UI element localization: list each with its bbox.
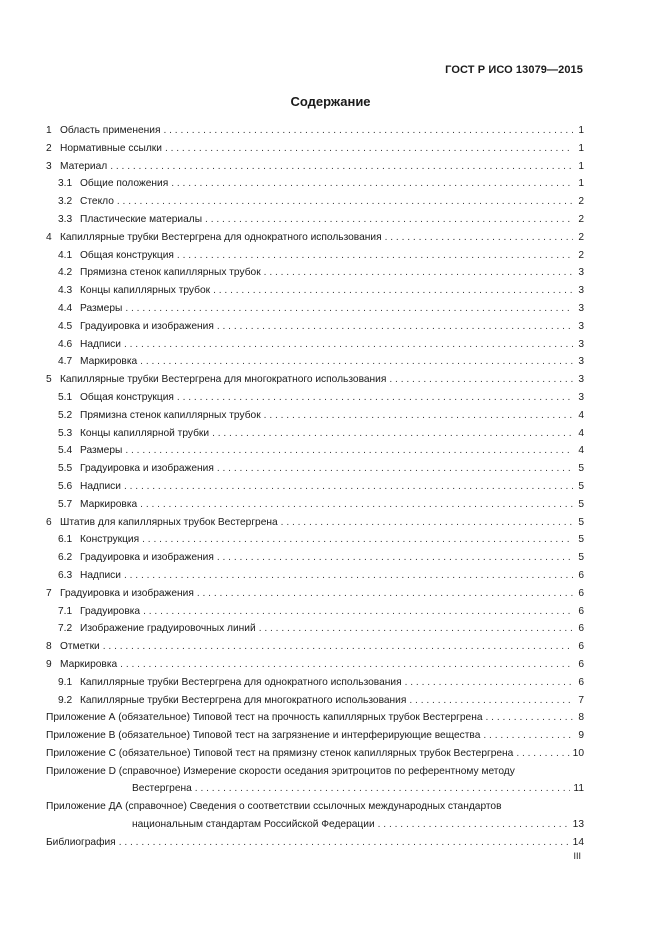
toc-title-continuation: национальным стандартам Российской Федерации [132, 819, 375, 831]
toc-row [46, 638, 584, 656]
toc-title: Приложение А (обязательное) Типовой тест на прочность капиллярных трубок Вестергрена [46, 712, 483, 724]
toc-page-number: 2 [578, 196, 584, 208]
toc-page-number: 3 [578, 374, 584, 386]
dot-leader [389, 371, 573, 389]
toc-page-number: 3 [578, 391, 584, 403]
toc-row [46, 709, 584, 727]
toc-number: 2 [46, 142, 52, 154]
toc-page-number: 3 [578, 302, 584, 314]
toc-title: Надписи [80, 338, 121, 350]
toc-entry[interactable] [46, 460, 584, 478]
toc-number: 9.1 [58, 676, 73, 688]
toc-title: Библиография [46, 836, 116, 848]
toc-number: 4.4 [58, 302, 73, 314]
toc-row [46, 407, 584, 425]
toc-entry[interactable] [46, 229, 584, 247]
toc-entry[interactable] [46, 318, 584, 336]
toc-row [46, 282, 584, 300]
toc-title: Надписи [80, 569, 121, 581]
toc-number: 8 [46, 641, 52, 653]
dot-leader [217, 460, 573, 478]
toc-title: Стекло [80, 196, 114, 208]
toc-entry[interactable] [46, 709, 584, 727]
toc-page-number: 5 [578, 516, 584, 528]
toc-number: 3.1 [58, 178, 73, 190]
toc-entry[interactable] [46, 620, 584, 638]
toc-title: Приложение ДА (справочное) Сведения о соответствии ссылочных международных стандартов [46, 801, 502, 813]
toc-page-number: 2 [578, 249, 584, 261]
toc-title: Размеры [80, 302, 123, 314]
dot-leader [125, 442, 573, 460]
toc-number: 5.2 [58, 409, 73, 421]
page-title: Содержание [290, 94, 371, 109]
dot-leader [205, 211, 573, 229]
toc-entry[interactable] [46, 496, 584, 514]
toc-entry[interactable] [46, 798, 584, 834]
toc-number: 6.1 [58, 534, 73, 546]
toc-row [46, 798, 584, 816]
toc-row [46, 531, 584, 549]
toc-entry[interactable] [46, 353, 584, 371]
dot-leader [259, 620, 573, 638]
toc-title: Прямизна стенок капиллярных трубок [80, 409, 261, 421]
dot-leader [405, 674, 573, 692]
toc-page-number: 3 [578, 267, 584, 279]
dot-leader [142, 531, 573, 549]
toc-page-number: 8 [578, 712, 584, 724]
toc-title: Градуировка [80, 605, 141, 617]
toc-row [46, 122, 584, 140]
toc-page-number: 13 [572, 819, 584, 831]
dot-leader [165, 140, 573, 158]
dot-leader [378, 816, 570, 834]
toc-row [46, 247, 584, 265]
dot-leader [486, 709, 574, 727]
toc-page-number: 6 [578, 623, 584, 635]
dot-leader [119, 834, 570, 852]
toc-row [46, 264, 584, 282]
toc-entry[interactable] [46, 211, 584, 229]
toc-row [46, 549, 584, 567]
toc-entry[interactable] [46, 727, 584, 745]
toc-row [46, 585, 584, 603]
toc-entry[interactable] [46, 122, 584, 140]
toc-title: Штатив для капиллярных трубок Вестергрена [60, 516, 278, 528]
dot-leader [385, 229, 573, 247]
toc-page-number: 10 [572, 747, 584, 759]
toc-row [46, 727, 584, 745]
toc-page-number: 11 [573, 783, 584, 795]
table-of-contents [46, 122, 584, 852]
toc-title: Материал [60, 160, 108, 172]
toc-title: Прямизна стенок капиллярных трубок [80, 267, 261, 279]
dot-leader [163, 122, 573, 140]
toc-title: Концы капиллярных трубок [80, 285, 211, 297]
toc-entry[interactable] [46, 193, 584, 211]
toc-number: 6 [46, 516, 52, 528]
toc-title: Маркировка [80, 498, 138, 510]
toc-entry[interactable] [46, 282, 584, 300]
toc-title: Капиллярные трубки Вестергрена для однократного использования [80, 676, 402, 688]
toc-page-number: 3 [578, 320, 584, 332]
toc-title: Изображение градуировочных линий [80, 623, 256, 635]
toc-number: 6.2 [58, 552, 73, 564]
toc-row [46, 371, 584, 389]
toc-title: Надписи [80, 480, 121, 492]
toc-title: Градуировка и изображения [80, 320, 214, 332]
toc-number: 3.2 [58, 196, 73, 208]
toc-entry[interactable] [46, 425, 584, 443]
toc-page-number: 3 [578, 285, 584, 297]
toc-entry[interactable] [46, 478, 584, 496]
dot-leader [195, 780, 571, 798]
toc-row [46, 763, 584, 781]
toc-entry[interactable] [46, 442, 584, 460]
dot-leader [120, 656, 573, 674]
toc-row [46, 442, 584, 460]
toc-number: 9.2 [58, 694, 73, 706]
toc-row [46, 834, 584, 852]
dot-leader [281, 514, 573, 532]
dot-leader [103, 638, 573, 656]
toc-entry[interactable] [46, 175, 584, 193]
toc-title: Приложение D (справочное) Измерение скорости оседания эритроцитов по референтному методу [46, 765, 515, 777]
dot-leader [125, 300, 573, 318]
dot-leader [213, 282, 573, 300]
toc-page-number: 1 [578, 142, 584, 154]
toc-number: 5.5 [58, 463, 73, 475]
dot-leader [177, 389, 573, 407]
page-number: III [573, 851, 581, 861]
toc-entry[interactable] [46, 264, 584, 282]
toc-entry[interactable] [46, 407, 584, 425]
toc-entry[interactable] [46, 834, 584, 852]
toc-number: 9 [46, 658, 52, 670]
toc-number: 3.3 [58, 213, 73, 225]
toc-page-number: 5 [578, 552, 584, 564]
toc-page-number: 6 [578, 587, 584, 599]
dot-leader [212, 425, 573, 443]
toc-entry[interactable] [46, 389, 584, 407]
toc-entry[interactable] [46, 336, 584, 354]
toc-title: Капиллярные трубки Вестергрена для многократного использования [60, 374, 387, 386]
toc-title: Градуировка и изображения [80, 463, 214, 475]
toc-page-number: 1 [578, 160, 584, 172]
toc-row-continuation [46, 780, 584, 798]
toc-page-number: 6 [578, 658, 584, 670]
toc-title: Общая конструкция [80, 391, 174, 403]
toc-number: 1 [46, 125, 52, 136]
toc-title: Приложение С (обязательное) Типовой тест на прямизну стенок капиллярных трубок Вестергрена [46, 747, 514, 759]
toc-entry[interactable] [46, 763, 584, 799]
dot-leader [197, 585, 573, 603]
toc-row [46, 318, 584, 336]
toc-row [46, 496, 584, 514]
dot-leader [140, 496, 573, 514]
document-header: ГОСТ Р ИСО 13079—2015 [445, 64, 583, 76]
toc-page-number: 6 [578, 641, 584, 653]
toc-number: 5.4 [58, 445, 73, 457]
toc-row [46, 478, 584, 496]
toc-row [46, 175, 584, 193]
toc-page-number: 14 [572, 836, 584, 848]
toc-entry[interactable] [46, 514, 584, 532]
toc-row [46, 745, 584, 763]
dot-leader [516, 745, 569, 763]
dot-leader [264, 407, 573, 425]
toc-number: 4.1 [58, 249, 73, 261]
toc-row [46, 336, 584, 354]
dot-leader [124, 336, 573, 354]
toc-title: Конструкция [80, 534, 140, 546]
toc-title: Капиллярные трубки Вестергрена для однократного использования [60, 231, 382, 243]
toc-page-number: 3 [578, 338, 584, 350]
toc-page-number: 2 [578, 231, 584, 243]
toc-number: 7.1 [58, 605, 73, 617]
toc-row [46, 656, 584, 674]
toc-row [46, 229, 584, 247]
toc-row [46, 692, 584, 710]
toc-row [46, 603, 584, 621]
toc-page-number: 4 [578, 409, 584, 421]
dot-leader [409, 692, 573, 710]
toc-page-number: 1 [578, 125, 584, 136]
toc-row [46, 425, 584, 443]
toc-number: 5.7 [58, 498, 73, 510]
toc-entry[interactable] [46, 603, 584, 621]
toc-number: 4.5 [58, 320, 73, 332]
toc-number: 4.7 [58, 356, 73, 368]
toc-title-continuation: Вестергрена [132, 783, 192, 795]
toc-title: Общие положения [80, 178, 169, 190]
toc-title: Пластические материалы [80, 213, 203, 225]
toc-row [46, 300, 584, 318]
dot-leader [124, 567, 573, 585]
toc-page-number: 3 [578, 356, 584, 368]
toc-entry[interactable] [46, 656, 584, 674]
toc-title: Область применения [60, 125, 161, 136]
toc-entry[interactable] [46, 567, 584, 585]
toc-row-continuation [46, 816, 584, 834]
toc-page-number: 5 [578, 534, 584, 546]
toc-row [46, 193, 584, 211]
toc-row [46, 211, 584, 229]
dot-leader [217, 318, 573, 336]
toc-title: Концы капиллярной трубки [80, 427, 210, 439]
toc-page-number: 4 [578, 427, 584, 439]
toc-title: Размеры [80, 445, 123, 457]
toc-row [46, 158, 584, 176]
toc-title: Градуировка и изображения [80, 552, 214, 564]
toc-row [46, 140, 584, 158]
dot-leader [140, 353, 573, 371]
dot-leader [264, 264, 573, 282]
toc-number: 7 [46, 587, 52, 599]
toc-title: Маркировка [60, 658, 118, 670]
toc-entry[interactable] [46, 585, 584, 603]
toc-number: 4.2 [58, 267, 73, 279]
toc-title: Отметки [60, 641, 100, 653]
toc-entry[interactable] [46, 692, 584, 710]
toc-page-number: 4 [578, 445, 584, 457]
toc-title: Градуировка и изображения [60, 587, 194, 599]
toc-entry[interactable] [46, 638, 584, 656]
toc-row [46, 389, 584, 407]
dot-leader [483, 727, 573, 745]
toc-page-number: 5 [578, 498, 584, 510]
toc-entry[interactable] [46, 300, 584, 318]
toc-title: Маркировка [80, 356, 138, 368]
toc-number: 4 [46, 231, 52, 243]
toc-entry[interactable] [46, 371, 584, 389]
dot-leader [124, 478, 573, 496]
toc-page-number: 6 [578, 569, 584, 581]
toc-entry[interactable] [46, 531, 584, 549]
toc-page-number: 6 [578, 605, 584, 617]
toc-entry[interactable] [46, 158, 584, 176]
dot-leader [171, 175, 573, 193]
dot-leader [117, 193, 573, 211]
toc-title: Капиллярные трубки Вестергрена для многократного использования [80, 694, 407, 706]
toc-row [46, 567, 584, 585]
toc-page-number: 7 [578, 694, 584, 706]
toc-title: Приложение В (обязательное) Типовой тест на загрязнение и интерферирующие вещества [46, 730, 481, 742]
toc-row [46, 514, 584, 532]
toc-page-number: 9 [578, 730, 584, 742]
toc-row [46, 460, 584, 478]
toc-row [46, 620, 584, 638]
toc-row [46, 674, 584, 692]
toc-entry[interactable] [46, 247, 584, 265]
toc-title: Общая конструкция [80, 249, 174, 261]
toc-page-number: 6 [578, 676, 584, 688]
toc-entry[interactable] [46, 674, 584, 692]
dot-leader [143, 603, 573, 621]
toc-title: Нормативные ссылки [60, 142, 162, 154]
toc-number: 5 [46, 374, 52, 386]
toc-number: 5.3 [58, 427, 73, 439]
toc-number: 6.3 [58, 569, 73, 581]
toc-number: 5.6 [58, 480, 73, 492]
toc-number: 4.3 [58, 285, 73, 297]
toc-entry[interactable] [46, 745, 584, 763]
toc-page-number: 2 [578, 213, 584, 225]
toc-number: 3 [46, 160, 52, 172]
toc-entry[interactable] [46, 140, 584, 158]
toc-page-number: 5 [578, 480, 584, 492]
toc-page-number: 5 [578, 463, 584, 475]
dot-leader [177, 247, 573, 265]
toc-number: 5.1 [58, 391, 73, 403]
toc-number: 4.6 [58, 338, 73, 350]
toc-number: 7.2 [58, 623, 73, 635]
dot-leader [217, 549, 573, 567]
toc-entry[interactable] [46, 549, 584, 567]
toc-page-number: 1 [578, 178, 584, 190]
toc-row [46, 353, 584, 371]
dot-leader [110, 158, 573, 176]
